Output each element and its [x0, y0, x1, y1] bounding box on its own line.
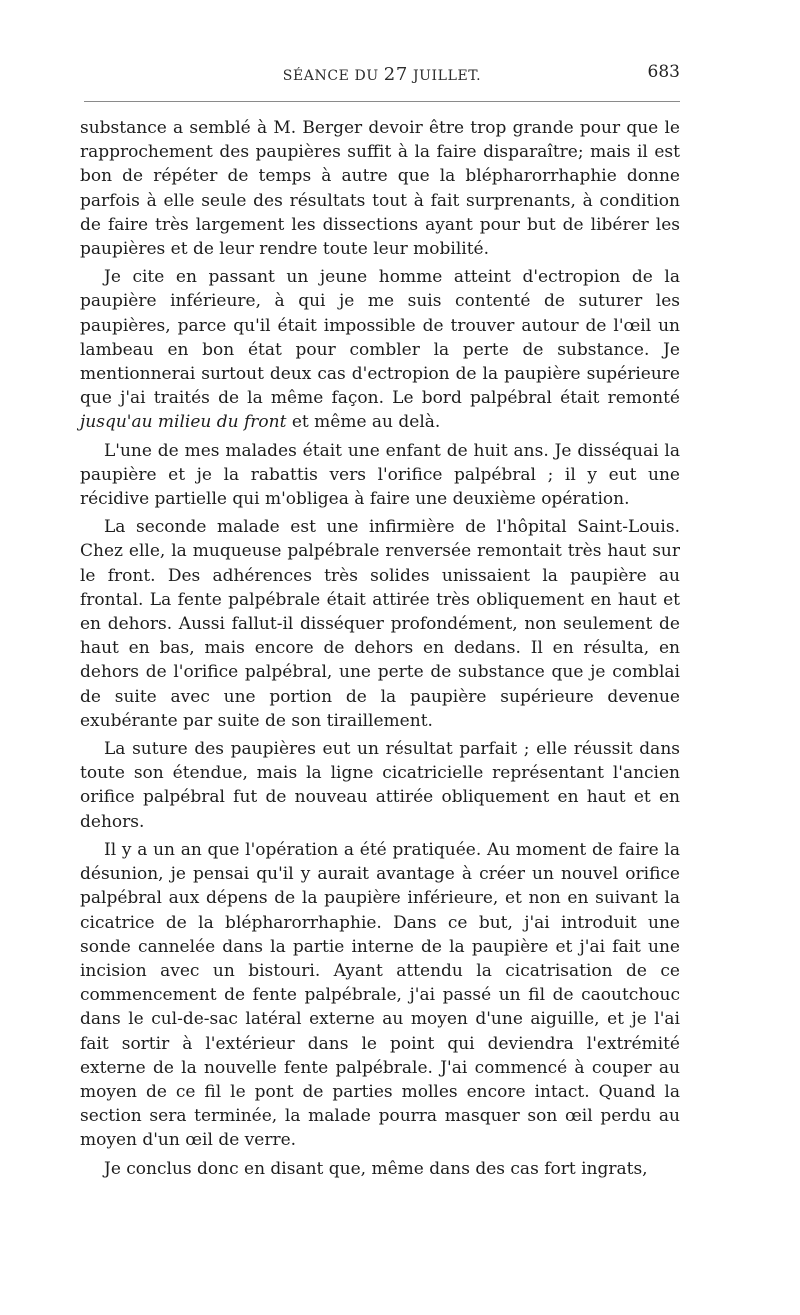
paragraph-3: L'une de mes malades était une enfant de huit ans. Je disséquai la paupière et je la rabattis vers l'orifice palpébral ; il y eut une récidive partielle qui m'obligea à faire une deuxième opération. [80, 440, 680, 510]
running-title-b: JUILLET. [407, 68, 482, 84]
paragraph-2 [80, 265, 680, 434]
running-title [84, 64, 680, 85]
running-head [84, 64, 680, 88]
paragraph-6: Il y a un an que l'opération a été pratiquée. Au moment de faire la désunion, je pensai qu'il y aurait avantage à créer un nouvel orifice palpébral aux dépens de la paupière inférieure, et non en suivant la cicatrice de la blépharorrhaphie. Dans ce but, j'ai introduit une sonde cannelée dans la partie interne de la paupière et j'ai fait une incision avec un bistouri. Ayant attendu la cicatrisation de ce commencement de fente palpébrale, j'ai passé un fil de caoutchouc dans le cul-de-sac latéral externe au moyen d'une aiguille, et je l'ai fait sortir à l'extérieur dans le point qui deviendra l'extrémité externe de la nouvelle fente palpébrale. J'ai commencé à couper au moyen de ce fil le pont de parties molles encore intact. Quand la section sera terminée, la malade pourra masquer son œil perdu au moyen d'un œil de verre. [80, 839, 680, 1151]
body-text [80, 116, 680, 1181]
paragraph-1: substance a semblé à M. Berger devoir être trop grande pour que le rapprochement des paupières suffit à la faire disparaître; mais il est bon de répéter de temps à autre que la blépharorrhaphie donne parfois à elle seule des résultats tout à fait surprenants, à condition de faire très largement les dissections ayant pour but de libérer les paupières et de leur rendre toute leur mobilité. [80, 118, 680, 260]
paragraph-2-text: Je cite en passant un jeune homme atteint d'ectropion de la paupière inférieure, à qui je me suis contenté de suturer les paupières, parce qu'il était impossible de trouver autour de l'œil un lambeau en bon état pour combler la perte de substance. Je mentionnerai surtout deux cas d'ectropion de la paupière supérieure que j'ai traités de la même façon. Le bord palpébral était remonté [80, 267, 680, 409]
header-rule [84, 101, 680, 102]
page-number: 683 [647, 62, 680, 82]
paragraph-4: La seconde malade est une infirmière de l'hôpital Saint-Louis. Chez elle, la muqueuse palpébrale renversée remontait très haut sur le front. Des adhérences très solides unissaient la paupière au frontal. La fente palpébrale était attirée très obliquement en haut et en dehors. Aussi fallut-il disséquer profondément, non seulement de haut en bas, mais encore de dehors en dedans. Il en résulta, en dehors de l'orifice palpébral, une perte de substance que je comblai de suite avec une portion de la paupière supérieure devenue exubérante par suite de son tiraillement. [80, 517, 680, 731]
paragraph-2-italic: jusqu'au milieu du front [80, 412, 287, 433]
paragraph-7: Je conclus donc en disant que, même dans des cas fort ingrats, [104, 1158, 648, 1179]
paragraph-5: La suture des paupières eut un résultat parfait ; elle réussit dans toute son étendue, mais la ligne cicatricielle représentant l'ancien orifice palpébral fut de nouveau attirée obliquement en haut et en dehors. [80, 739, 680, 832]
running-title-date: 27 [383, 64, 408, 85]
paragraph-2-text-end: et même au delà. [286, 412, 441, 433]
running-title-a: SÉANCE DU [282, 68, 384, 84]
